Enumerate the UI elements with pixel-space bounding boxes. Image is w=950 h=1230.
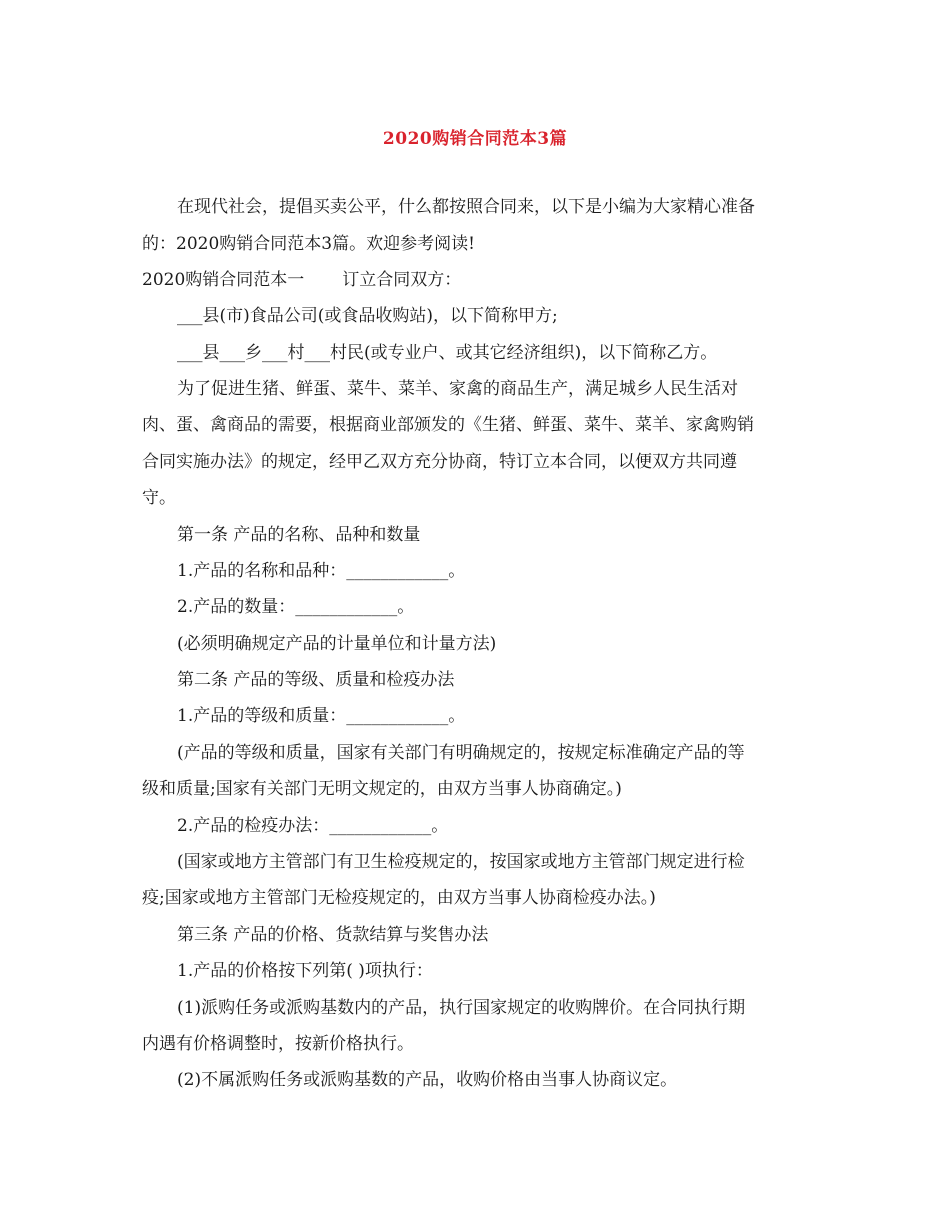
article-1-note: (必须明确规定产品的计量单位和计量方法) <box>177 634 497 654</box>
article-1-item-1: 1.产品的名称和品种：____________。 <box>177 561 466 581</box>
party-b-line: ___县___乡___村___村民(或专业户、或其它经济组织)，以下简称乙方。 <box>177 343 718 363</box>
section-heading-line <box>142 268 461 292</box>
article-3-item-1: 1.产品的价格按下列第( )项执行： <box>177 961 433 981</box>
purpose-line-3: 合同实施办法》的规定，经甲乙双方充分协商，特订立本合同，以便双方共同遵 <box>142 452 737 472</box>
article-2-heading: 第二条 产品的等级、质量和检疫办法 <box>177 670 455 690</box>
party-a-line: ___县(市)食品公司(或食品收购站)，以下简称甲方; <box>177 306 558 326</box>
parties-label: 订立合同双方： <box>342 270 462 290</box>
article-3-option-1-line-1: (1)派购任务或派购基数内的产品，执行国家规定的收购牌价。在合同执行期 <box>177 998 746 1018</box>
purpose-line-1: 为了促进生猪、鲜蛋、菜牛、菜羊、家禽的商品生产，满足城乡人民生活对 <box>177 379 738 399</box>
article-2-note-1-line-2: 级和质量;国家有关部门无明文规定的，由双方当事人协商确定。) <box>142 779 622 799</box>
purpose-line-4: 守。 <box>142 488 176 508</box>
article-2-note-2-line-1: (国家或地方主管部门有卫生检疫规定的，按国家或地方主管部门规定进行检 <box>177 852 745 872</box>
document-title: 2020购销合同范本3篇 <box>382 129 568 149</box>
article-3-option-1-line-2: 内遇有价格调整时，按新价格执行。 <box>142 1034 414 1054</box>
article-3-option-2: (2)不属派购任务或派购基数的产品，收购价格由当事人协商议定。 <box>177 1070 678 1090</box>
article-2-item-2: 2.产品的检疫办法：____________。 <box>177 816 449 836</box>
article-3-heading: 第三条 产品的价格、货款结算与奖售办法 <box>177 925 489 945</box>
contract-template-heading: 2020购销合同范本一 <box>142 270 305 290</box>
article-2-note-2-line-2: 疫;国家或地方主管部门无检疫规定的，由双方当事人协商检疫办法。) <box>142 888 656 908</box>
article-2-note-1-line-1: (产品的等级和质量，国家有关部门有明确规定的，按规定标准确定产品的等 <box>177 743 745 763</box>
article-1-item-2: 2.产品的数量：____________。 <box>177 597 415 617</box>
intro-line-1: 在现代社会，提倡买卖公平，什么都按照合同来，以下是小编为大家精心准备 <box>177 197 755 217</box>
article-1-heading: 第一条 产品的名称、品种和数量 <box>177 525 421 545</box>
intro-line-2: 的：2020购销合同范本3篇。欢迎参考阅读! <box>142 234 475 254</box>
article-2-item-1: 1.产品的等级和质量：____________。 <box>177 706 466 726</box>
purpose-line-2: 肉、蛋、禽商品的需要，根据商业部颁发的《生猪、鲜蛋、菜牛、菜羊、家禽购销 <box>142 415 754 435</box>
